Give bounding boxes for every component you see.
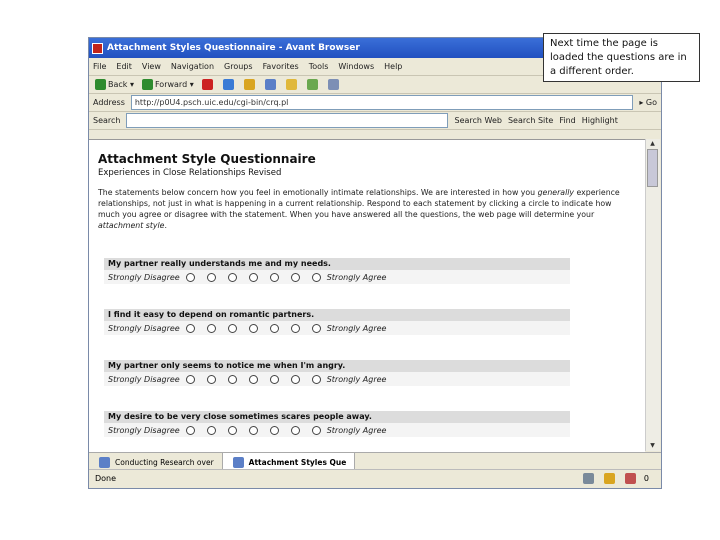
- radio-1[interactable]: [186, 273, 195, 282]
- scale-right-label: Strongly Agree: [326, 374, 387, 384]
- scroll-thumb[interactable]: [647, 149, 658, 187]
- menu-windows[interactable]: Windows: [338, 62, 375, 71]
- tab-strip: [89, 452, 661, 469]
- search-icon[interactable]: [265, 79, 276, 90]
- highlight-button[interactable]: Highlight: [581, 116, 618, 125]
- radio-7[interactable]: [312, 375, 321, 384]
- radio-2[interactable]: [207, 375, 216, 384]
- question-text: I find it easy to depend on romantic partners.: [104, 309, 570, 321]
- menu-groups[interactable]: Groups: [224, 62, 253, 71]
- scale-right-label: Strongly Agree: [326, 323, 387, 333]
- menu-view[interactable]: View: [141, 62, 161, 71]
- radio-3[interactable]: [228, 273, 237, 282]
- scale-right-label: Strongly Agree: [326, 425, 387, 435]
- intro-text-3: .: [164, 221, 167, 230]
- menu-navigation[interactable]: Navigation: [170, 62, 215, 71]
- radio-3[interactable]: [228, 375, 237, 384]
- window-title: Attachment Styles Questionnaire - Avant Browser: [107, 43, 360, 53]
- search-site-button[interactable]: Search Site: [507, 116, 554, 125]
- app-icon: [92, 43, 103, 54]
- question-1: [104, 258, 570, 284]
- forward-arrow-icon: [142, 79, 153, 90]
- tab-label: Conducting Research over: [115, 457, 214, 467]
- radio-6[interactable]: [291, 375, 300, 384]
- intro-emphasis-generally: generally: [537, 188, 575, 197]
- search-bar: [89, 112, 661, 130]
- annotation-callout: Next time the page is loaded the questions are in a different order.: [543, 33, 700, 82]
- scroll-up-arrow-icon[interactable]: ▲: [650, 140, 655, 147]
- radio-5[interactable]: [270, 324, 279, 333]
- status-count: 0: [643, 474, 649, 483]
- menu-favorites[interactable]: Favorites: [262, 62, 299, 71]
- radio-2[interactable]: [207, 426, 216, 435]
- scale-left-label: Strongly Disagree: [108, 374, 180, 384]
- back-arrow-icon: [95, 79, 106, 90]
- question-2: [104, 309, 570, 335]
- radio-1[interactable]: [186, 324, 195, 333]
- scale-left-label: Strongly Disagree: [108, 323, 180, 333]
- radio-4[interactable]: [249, 426, 258, 435]
- radio-2[interactable]: [207, 273, 216, 282]
- radio-1[interactable]: [186, 375, 195, 384]
- tab-attachment-styles[interactable]: [223, 453, 356, 469]
- answer-scale: [104, 372, 570, 386]
- menu-help[interactable]: Help: [384, 62, 403, 71]
- favorites-icon[interactable]: [286, 79, 297, 90]
- refresh-icon[interactable]: [223, 79, 234, 90]
- radio-6[interactable]: [291, 324, 300, 333]
- back-label: Back: [108, 80, 128, 89]
- browser-window: [88, 37, 662, 489]
- radio-4[interactable]: [249, 273, 258, 282]
- status-lock-icon: [604, 473, 615, 484]
- question-text: My desire to be very close sometimes scares people away.: [104, 411, 570, 423]
- search-input[interactable]: [126, 113, 448, 128]
- stop-icon[interactable]: [202, 79, 213, 90]
- radio-5[interactable]: [270, 273, 279, 282]
- radio-6[interactable]: [291, 273, 300, 282]
- page-title: Attachment Style Questionnaire: [98, 152, 316, 166]
- vertical-scrollbar[interactable]: [645, 139, 660, 451]
- question-text: My partner only seems to notice me when I'm angry.: [104, 360, 570, 372]
- radio-1[interactable]: [186, 426, 195, 435]
- menu-edit[interactable]: Edit: [116, 62, 132, 71]
- menu-file[interactable]: File: [93, 62, 107, 71]
- answer-scale: [104, 321, 570, 335]
- status-popup-blocker-icon[interactable]: [625, 473, 636, 484]
- status-text: Done: [95, 474, 117, 483]
- radio-7[interactable]: [312, 426, 321, 435]
- status-tools-icon[interactable]: [583, 473, 594, 484]
- scale-left-label: Strongly Disagree: [108, 425, 180, 435]
- print-icon[interactable]: [328, 79, 339, 90]
- radio-6[interactable]: [291, 426, 300, 435]
- forward-label: Forward: [154, 80, 188, 89]
- intro-text-2: experience relationships, not just in what is happening in a current relationship. Respond to each statement by clicking a circle to indicate how much you agree or disagree with the statement. When you have answered all the questions, the web page will determine your: [98, 188, 620, 219]
- radio-4[interactable]: [249, 324, 258, 333]
- address-bar: [89, 94, 661, 112]
- intro-emphasis-attachment-style: attachment style: [98, 221, 165, 230]
- home-icon[interactable]: [244, 79, 255, 90]
- go-label: Go: [645, 98, 657, 107]
- radio-3[interactable]: [228, 324, 237, 333]
- tab-label: Attachment Styles Que: [248, 457, 347, 467]
- question-text: My partner really understands me and my needs.: [104, 258, 570, 270]
- question-4: [104, 411, 570, 437]
- scale-right-label: Strongly Agree: [326, 272, 387, 282]
- address-label: Address: [93, 98, 125, 107]
- radio-4[interactable]: [249, 375, 258, 384]
- forward-button[interactable]: Forward ▾: [140, 79, 194, 90]
- radio-3[interactable]: [228, 426, 237, 435]
- tab-conducting-research[interactable]: [89, 453, 223, 469]
- answer-scale: [104, 270, 570, 284]
- intro-text-1: The statements below concern how you feel in emotionally intimate relationships. We are interested in how you: [98, 188, 538, 197]
- find-button[interactable]: Find: [559, 116, 576, 125]
- radio-5[interactable]: [270, 375, 279, 384]
- scale-left-label: Strongly Disagree: [108, 272, 180, 282]
- page-icon: [99, 457, 110, 468]
- radio-7[interactable]: [312, 324, 321, 333]
- back-button[interactable]: Back ▾: [93, 79, 134, 90]
- scroll-down-arrow-icon[interactable]: ▼: [650, 442, 655, 449]
- page-content: [89, 139, 645, 452]
- radio-7[interactable]: [312, 273, 321, 282]
- search-web-button[interactable]: Search Web: [454, 116, 502, 125]
- search-label: Search: [93, 116, 121, 125]
- go-button[interactable]: ▸ Go: [639, 98, 657, 107]
- question-3: [104, 360, 570, 386]
- radio-2[interactable]: [207, 324, 216, 333]
- history-icon[interactable]: [307, 79, 318, 90]
- intro-paragraph: [98, 187, 628, 231]
- menu-tools[interactable]: Tools: [308, 62, 329, 71]
- page-subtitle: Experiences in Close Relationships Revised: [98, 168, 282, 178]
- address-input[interactable]: http://p0U4.psch.uic.edu/cgi-bin/crq.pl: [131, 95, 633, 110]
- status-bar: [89, 469, 661, 487]
- answer-scale: [104, 423, 570, 437]
- radio-5[interactable]: [270, 426, 279, 435]
- page-icon: [233, 457, 244, 468]
